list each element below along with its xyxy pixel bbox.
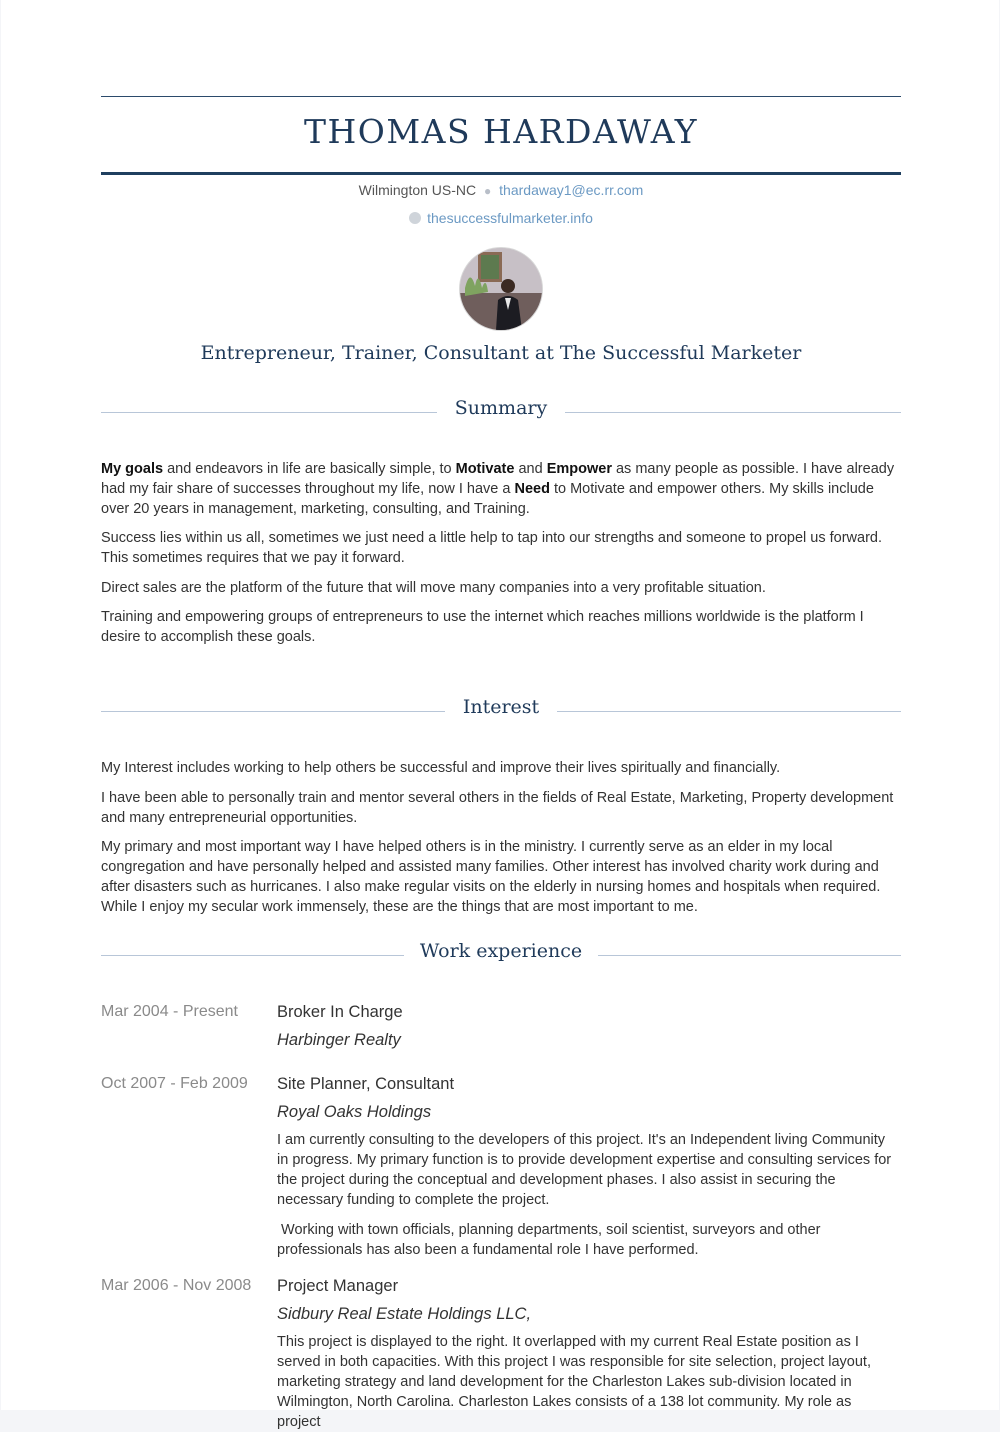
job-company: Royal Oaks Holdings: [277, 1103, 432, 1121]
summary-text-1: and endeavors in life are basically simple, to: [163, 461, 456, 477]
summary-paragraph-2: Success lies within us all, sometimes we just need a little help to tap into our strengths and someone to propel us forward. This sometimes requires that we pay it forward.: [101, 530, 882, 566]
section-title-summary: Summary: [454, 397, 548, 419]
avatar-photo-icon: [460, 248, 542, 330]
separator-dot-icon: ●: [484, 184, 492, 198]
candidate-name: THOMAS HARDAWAY: [303, 112, 699, 151]
bold-empower: Empower: [546, 461, 612, 477]
bold-motivate: Motivate: [455, 461, 515, 477]
section-header-summary: [101, 397, 901, 427]
job-description: This project is displayed to the right. It overlapped with my current Real Estate position as I served in both capacities. With this project I was responsible for site selection, project layout, marketing strategy and land development for the Charleston Lakes sub-division located in Wilmington, North Carolina. Charleston Lakes consists of a 138 lot community. My role as project: [277, 1334, 871, 1430]
contact-line: [101, 182, 901, 198]
email-link[interactable]: thardaway1@ec.rr.com: [499, 182, 644, 198]
bold-need: Need: [514, 481, 550, 497]
job-dates: Mar 2006 - Nov 2008: [101, 1277, 252, 1294]
job-company: Harbinger Realty: [277, 1031, 401, 1049]
job-dates: Oct 2007 - Feb 2009: [101, 1075, 248, 1092]
summary-paragraph-1: [101, 459, 896, 519]
location: Wilmington US-NC: [358, 182, 477, 198]
summary-text-2: and: [514, 461, 547, 477]
section-header-work-experience: [101, 940, 901, 970]
globe-icon: [409, 212, 421, 224]
interest-paragraph-3: My primary and most important way I have helped others is in the ministry. I currently serve as an elder in my local congregation and have personally helped and assisted many families. Other interest has involved charity work during and after disasters such as hurricanes. I also make regular visits on the elderly in nursing homes and hospitals when required. While I enjoy my secular work immensely, these are the things that are most important to me.: [101, 839, 881, 915]
avatar: [460, 248, 542, 330]
interest-paragraph-2: I have been able to personally train and mentor several others in the fields of Real Estate, Marketing, Property development and many entrepreneurial opportunities.: [101, 790, 894, 826]
website-line: [101, 210, 901, 226]
summary-paragraph-4: Training and empowering groups of entrepreneurs to use the internet which reaches millions worldwide is the platform I desire to accomplish these goals.: [101, 609, 864, 645]
summary-text-4: to Motivate and empower others. My skills include over 20 years in management, marketing, consulting, and Training.: [101, 481, 874, 517]
website-link[interactable]: thesuccessfulmarketer.info: [427, 210, 593, 226]
job-title: Site Planner, Consultant: [277, 1075, 455, 1093]
header-bottom-rule: [101, 172, 901, 175]
section-header-interest: [101, 696, 901, 726]
header-top-rule: [101, 96, 901, 97]
job-dates: Mar 2004 - Present: [101, 1003, 238, 1020]
job-title: Project Manager: [277, 1277, 399, 1295]
job-company: Sidbury Real Estate Holdings LLC,: [277, 1305, 532, 1323]
section-title-work-experience: Work experience: [419, 940, 583, 962]
interest-paragraph-1: My Interest includes working to help others be successful and improve their lives spiritually and financially.: [101, 760, 781, 776]
summary-text-3: as many people as possible. I have already had my fair share of successes throughout my life, now I have a: [101, 461, 895, 497]
job-description: I am currently consulting to the developers of this project. It's an Independent living Community in progress. My primary function is to provide development expertise and consulting services for the project during the conceptual and development phases. I also assist in securing the necessary funding to complete the project.: [277, 1132, 892, 1208]
resume-page: [1, 0, 999, 1430]
job-description: Working with town officials, planning departments, soil scientist, surveyors and other professionals has also been a fundamental role I have performed.: [277, 1222, 825, 1258]
bold-my-goals: My goals: [101, 461, 164, 477]
section-title-interest: Interest: [462, 696, 540, 718]
headline: Entrepreneur, Trainer, Consultant at The Successful Marketer: [200, 342, 802, 364]
summary-paragraph-3: Direct sales are the platform of the future that will move many companies into a very profitable situation.: [101, 580, 766, 596]
job-title: Broker In Charge: [277, 1003, 403, 1021]
